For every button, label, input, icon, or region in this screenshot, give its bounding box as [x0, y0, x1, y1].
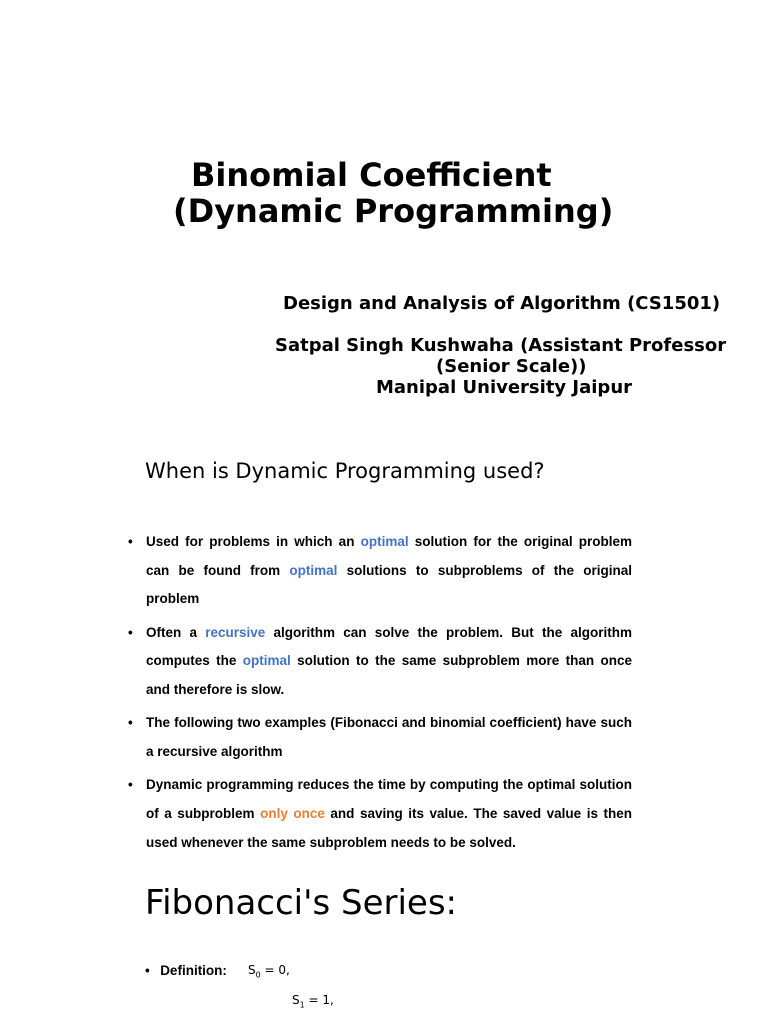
definition-bullet: •: [145, 963, 150, 978]
section-heading-dp-usage: When is Dynamic Programming used?: [145, 459, 545, 483]
dp-usage-bullet-item: [128, 619, 632, 705]
highlighted-term: recursive: [205, 624, 266, 640]
definition-label: Definition:: [160, 963, 227, 978]
title-line-2: (Dynamic Programming): [173, 192, 614, 230]
fib-s0-value: = 0,: [260, 963, 290, 977]
section-heading-fibonacci: Fibonacci's Series:: [145, 883, 458, 923]
bullet-text: solution to the same subproblem more than once and therefore is slow.: [146, 653, 632, 698]
highlighted-term: optimal: [242, 653, 291, 669]
highlighted-term: only once: [260, 805, 325, 821]
bullet-marker: •: [128, 777, 133, 793]
highlighted-term: optimal: [360, 534, 409, 549]
bullet-text: The following two examples (Fibonacci and binomial coefficient) have such a recursive algorithm: [146, 715, 632, 759]
bullet-text: solution for the original problem can be found from: [146, 534, 633, 578]
author-line-1: Satpal Singh Kushwaha (Assistant Professor: [275, 335, 727, 356]
fib-s1-symbol: S: [292, 993, 300, 1007]
bullet-text: Often a: [146, 624, 206, 640]
institution-name: Manipal University Jaipur: [376, 377, 633, 398]
dp-usage-bullet-item: [128, 709, 632, 766]
fib-s1-subscript: 1: [299, 1000, 305, 1010]
dp-usage-bullet-item: [128, 771, 632, 857]
bullet-marker: •: [128, 624, 133, 640]
fib-s0-symbol: S: [248, 963, 256, 977]
title-line-1: Binomial Coefficient: [191, 156, 552, 194]
bullet-marker: •: [128, 534, 133, 549]
bullet-text: Used for problems in which an: [146, 534, 361, 549]
definition-row: [145, 962, 227, 980]
bullet-text: algorithm can solve the problem. But the algorithm computes the: [146, 624, 632, 669]
fib-s1-equation: [292, 993, 334, 1009]
dp-usage-bullet-list: [128, 528, 632, 862]
author-line-2: (Senior Scale)): [436, 356, 587, 377]
dp-usage-bullet-item: [128, 528, 632, 614]
bullet-text: solutions to subproblems of the original problem: [146, 562, 632, 607]
course-name: Design and Analysis of Algorithm (CS1501): [283, 293, 721, 314]
bullet-text: Dynamic programming reduces the time by computing the optimal solution of a subproblem: [146, 777, 632, 821]
highlighted-term: optimal: [289, 562, 338, 578]
fib-s0-subscript: 0: [255, 970, 261, 980]
bullet-marker: •: [128, 715, 133, 731]
fib-s1-value: = 1,: [304, 993, 334, 1007]
fib-s0-equation: [248, 963, 290, 979]
bullet-text: and saving its value. The saved value is then used whenever the same subproblem needs to be solved.: [146, 805, 632, 850]
